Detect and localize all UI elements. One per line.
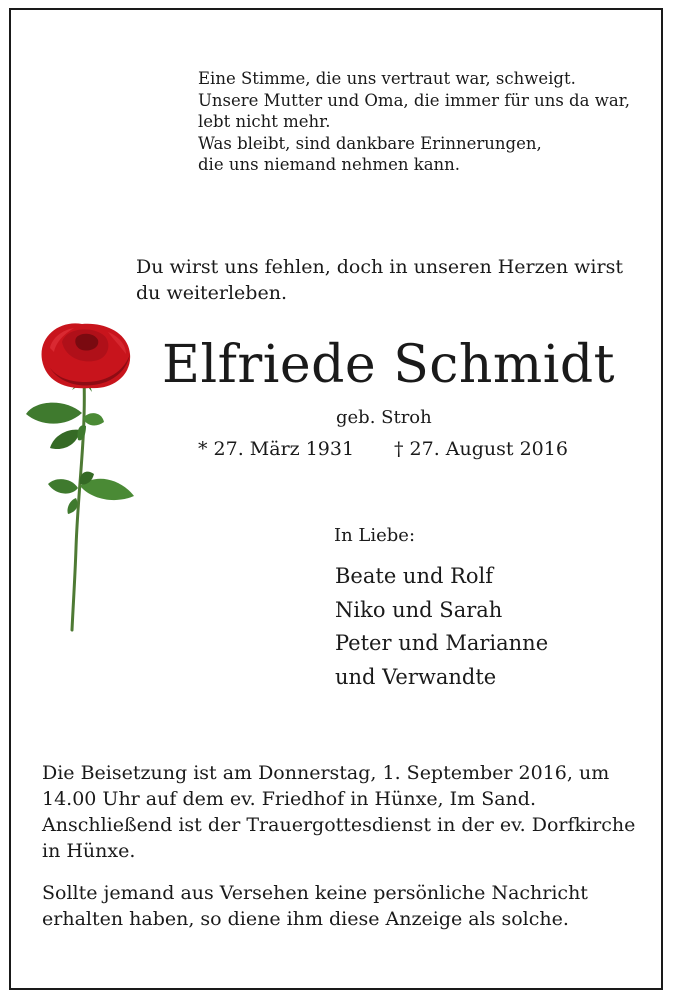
death-date: † 27. August 2016: [394, 438, 568, 460]
farewell-line: du weiterleben.: [136, 282, 287, 304]
poem-line: Unsere Mutter und Oma, die immer für uns da war,: [198, 90, 630, 110]
funeral-details: [42, 760, 652, 864]
mourner-name: Niko und Sarah: [335, 597, 503, 622]
poem-line: Was bleibt, sind dankbare Erinnerungen,: [198, 133, 542, 153]
rose-leaf: [77, 425, 86, 440]
mourner-name: Peter und Marianne: [335, 631, 549, 655]
funeral-line: Anschließend ist der Trauergottesdienst in der ev. Dorfkirche: [42, 814, 636, 836]
rose-leaf: [67, 498, 77, 514]
farewell-text: [136, 254, 636, 306]
poem-line: lebt nicht mehr.: [198, 112, 331, 131]
notification-notice: [42, 880, 652, 932]
life-dates: [198, 436, 598, 462]
rose-leaf: [26, 403, 82, 424]
funeral-line: Die Beisetzung ist am Donnerstag, 1. September 2016, um: [42, 762, 610, 784]
funeral-line: in Hünxe.: [42, 840, 136, 862]
mourner-name: und Verwandte: [335, 664, 497, 689]
poem: [198, 68, 648, 176]
poem-line: die uns niemand nehmen kann.: [198, 155, 461, 174]
notice-line: erhalten haben, so diene ihm diese Anzeige als solche.: [42, 908, 569, 930]
rose-icon: [20, 318, 140, 638]
mourners-list: [335, 560, 548, 694]
rose-leaf: [83, 413, 104, 425]
poem-line: Eine Stimme, die uns vertraut war, schweigt.: [198, 69, 576, 88]
birth-date: * 27. März 1931: [198, 438, 355, 460]
farewell-line: Du wirst uns fehlen, doch in unseren Herzen wirst: [136, 256, 623, 278]
mourner-name: Beate und Rolf: [335, 564, 494, 588]
rose-leaf: [48, 479, 78, 494]
mourners-intro: In Liebe:: [334, 525, 416, 546]
notice-line: Sollte jemand aus Versehen keine persönliche Nachricht: [42, 882, 588, 904]
maiden-name: geb. Stroh: [336, 407, 432, 428]
funeral-line: 14.00 Uhr auf dem ev. Friedhof in Hünxe, Im Sand.: [42, 788, 536, 810]
rose-leaf: [50, 430, 80, 449]
deceased-name: Elfriede Schmidt: [162, 335, 616, 395]
